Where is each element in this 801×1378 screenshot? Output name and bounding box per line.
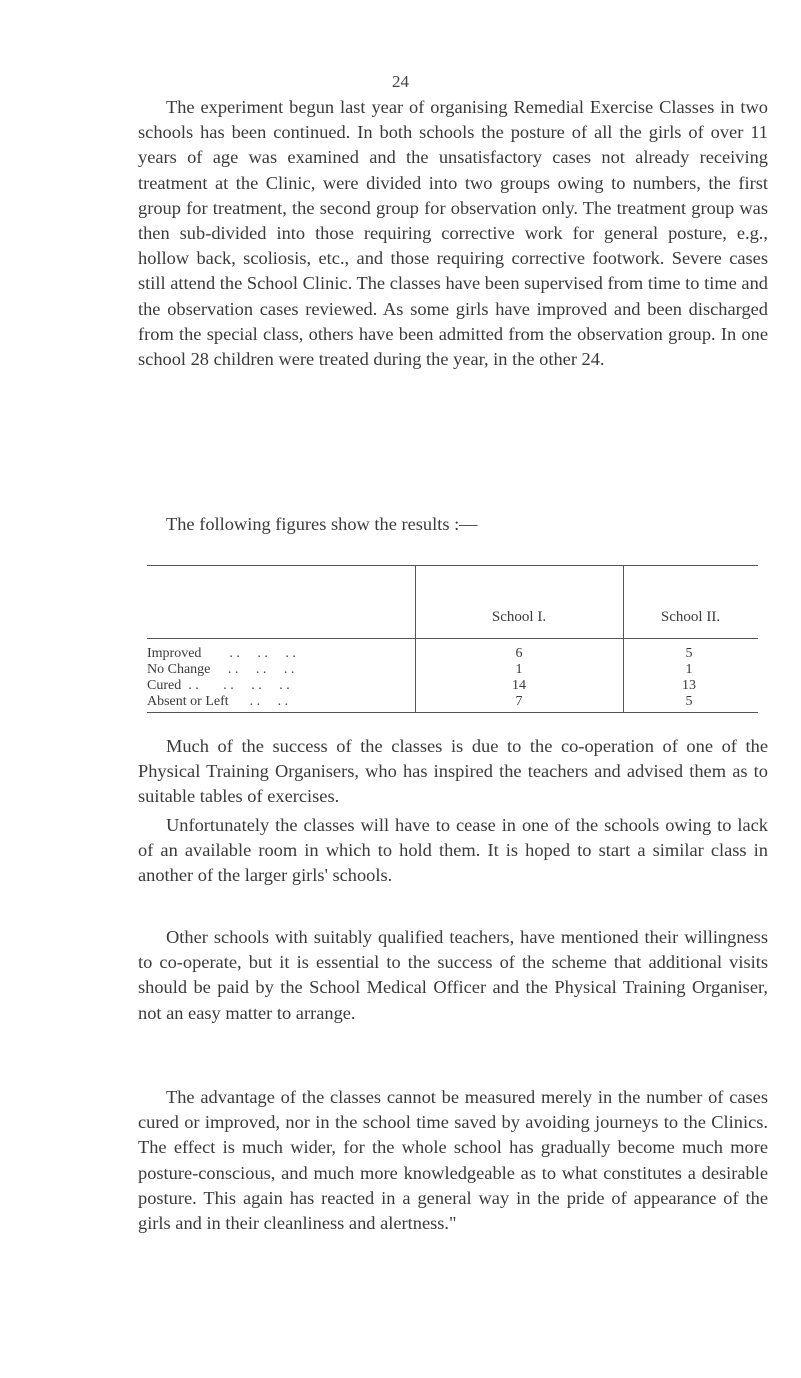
table-divider bbox=[623, 566, 624, 712]
table-divider bbox=[415, 566, 416, 712]
column-header-school-2: School II. bbox=[660, 609, 721, 625]
table-header-rule bbox=[147, 638, 758, 639]
column-header-school-1: School I. bbox=[491, 609, 547, 625]
paragraph-unfortunately: Unfortunately the classes will have to cease in one of the schools owing to lack of an available room in which to hold them. It is hoped to start a similar class in another of the larger girls' schools. bbox=[138, 815, 768, 886]
row-label: Absent or Left . . . . bbox=[147, 694, 289, 709]
table-cell: 5 bbox=[685, 646, 693, 661]
table-cell: 14 bbox=[512, 678, 526, 693]
paragraph-other-schools: Other schools with suitably qualified teachers, have mentioned their willingness to co-operate, but it is essential to the success of the scheme that additional visits should be paid by the School Medical Officer and the Physical Training Organiser, not an easy matter to arrange. bbox=[138, 927, 768, 1023]
row-label: Cured . . . . . . . . bbox=[147, 678, 290, 693]
page-number: 24 bbox=[392, 72, 409, 91]
paragraph-advantage: The advantage of the classes cannot be measured merely in the number of cases cured or improved, nor in the school time saved by avoiding journeys to the Clinics. The effect is much wider, for the whole school has gradually become much more posture-conscious, and much more knowledgeable as to what constitutes a desirable posture. This again has reacted in a general way in the pride of appearance of the girls and in their cleanliness and alertness." bbox=[138, 1087, 768, 1234]
table-cell: 7 bbox=[515, 694, 523, 709]
paragraph-success: Much of the success of the classes is due to the co-operation of one of the Physical Training Organisers, who has inspired the teachers and advised them as to suitable tables of exercises. bbox=[138, 736, 768, 807]
table-cell: 5 bbox=[685, 694, 693, 709]
row-label: Improved . . . . . . bbox=[147, 646, 296, 661]
paragraph-experiment: The experiment begun last year of organising Remedial Exercise Classes in two schools has been continued. In both schools the posture of all the girls of over 11 years of age was examined and the unsatisfactory cases not already receiving treatment at the Clinic, were divided into two groups owing to numbers, the first group for treatment, the second group for observation only. The treatment group was then sub-divided into those requiring corrective work for general posture, e.g., hollow back, scoliosis, etc., and those requiring corrective footwork. Severe cases still attend the School Clinic. The classes have been supervised from time to time and the observation cases reviewed. As some girls have improved and been discharged from the special class, others have been admitted from the observation group. In one school 28 children were treated during the year, in the other 24. bbox=[138, 97, 768, 370]
row-label: No Change . . . . . . bbox=[147, 662, 295, 677]
paragraph-figures-intro: The following figures show the results :— bbox=[166, 514, 478, 534]
table-cell: 1 bbox=[685, 662, 693, 677]
table-cell: 13 bbox=[682, 678, 696, 693]
table-cell: 1 bbox=[515, 662, 523, 677]
results-table bbox=[147, 565, 758, 713]
table-cell: 6 bbox=[515, 646, 523, 661]
